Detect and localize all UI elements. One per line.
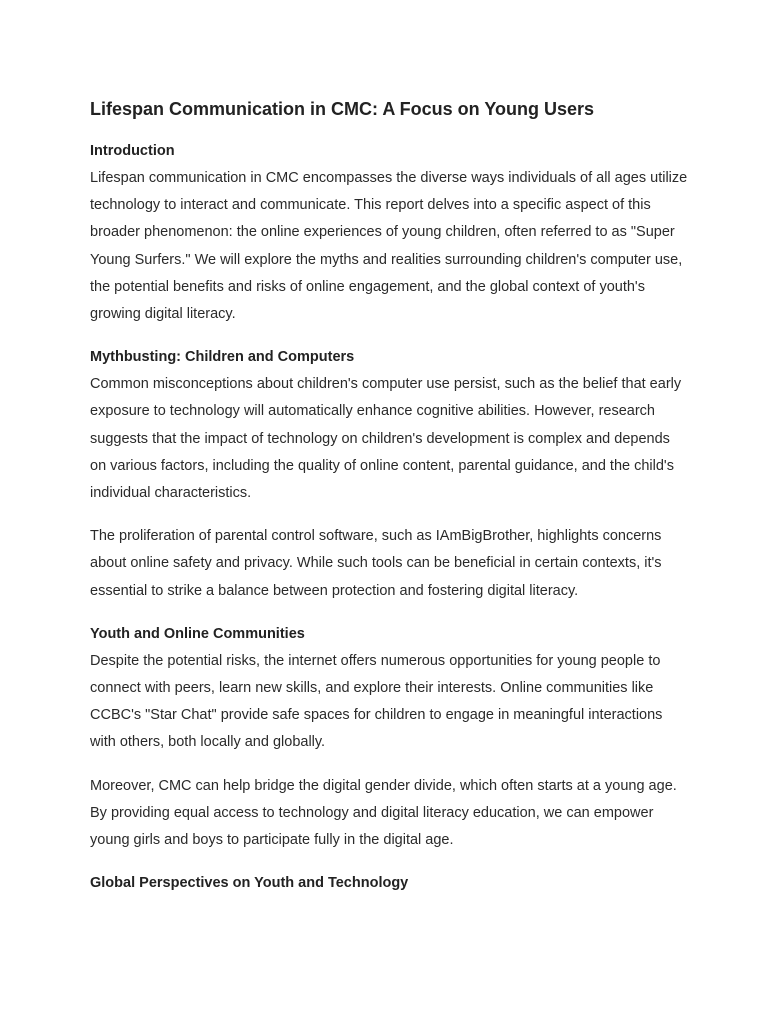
document-title: Lifespan Communication in CMC: A Focus on Young Users: [90, 99, 595, 119]
section-heading: Youth and Online Communities: [90, 625, 305, 642]
paragraph: The proliferation of parental control software, such as IAmBigBrother, highlights concerns about online safety and privacy. While such tools can be beneficial in certain contexts, it's essential to strike a balance between protection and fostering digital literacy.: [90, 528, 662, 599]
section-youth-online-communities: [90, 621, 690, 854]
paragraph: Despite the potential risks, the internet offers numerous opportunities for young people to connect with peers, learn new skills, and explore their interests. Online communities like CCBC's "Star Chat" provide safe spaces for children to engage in meaningful interactions with others, both locally and globally.: [90, 652, 663, 751]
section-introduction: [90, 138, 690, 328]
section-heading: Mythbusting: Children and Computers: [90, 349, 355, 366]
paragraph: Common misconceptions about children's computer use persist, such as the belief that early exposure to technology will automatically enhance cognitive abilities. However, research suggests that the impact of technology on children's development is complex and depends on various factors, including the quality of online content, parental guidance, and the child's individual characteristics.: [90, 376, 682, 502]
section-heading: Global Perspectives on Youth and Technology: [90, 875, 409, 892]
section-heading: Introduction: [90, 143, 175, 159]
paragraph: Moreover, CMC can help bridge the digital gender divide, which often starts at a young age. By providing equal access to technology and digital literacy education, we can empower young girls and boys to participate fully in the digital age.: [90, 777, 677, 849]
section-global-perspectives: [90, 870, 690, 897]
section-mythbusting: [90, 344, 690, 605]
paragraph: Lifespan communication in CMC encompasses the diverse ways individuals of all ages utilize technology to interact and communicate. This report delves into a specific aspect of this broader phenomenon: the online experiences of young children, often referred to as "Super Young Surfers." We will explore the myths and realities surrounding children's computer use, the potential benefits and risks of online engagement, and the global context of youth's growing digital literacy.: [90, 170, 688, 323]
document-page: [90, 96, 690, 897]
